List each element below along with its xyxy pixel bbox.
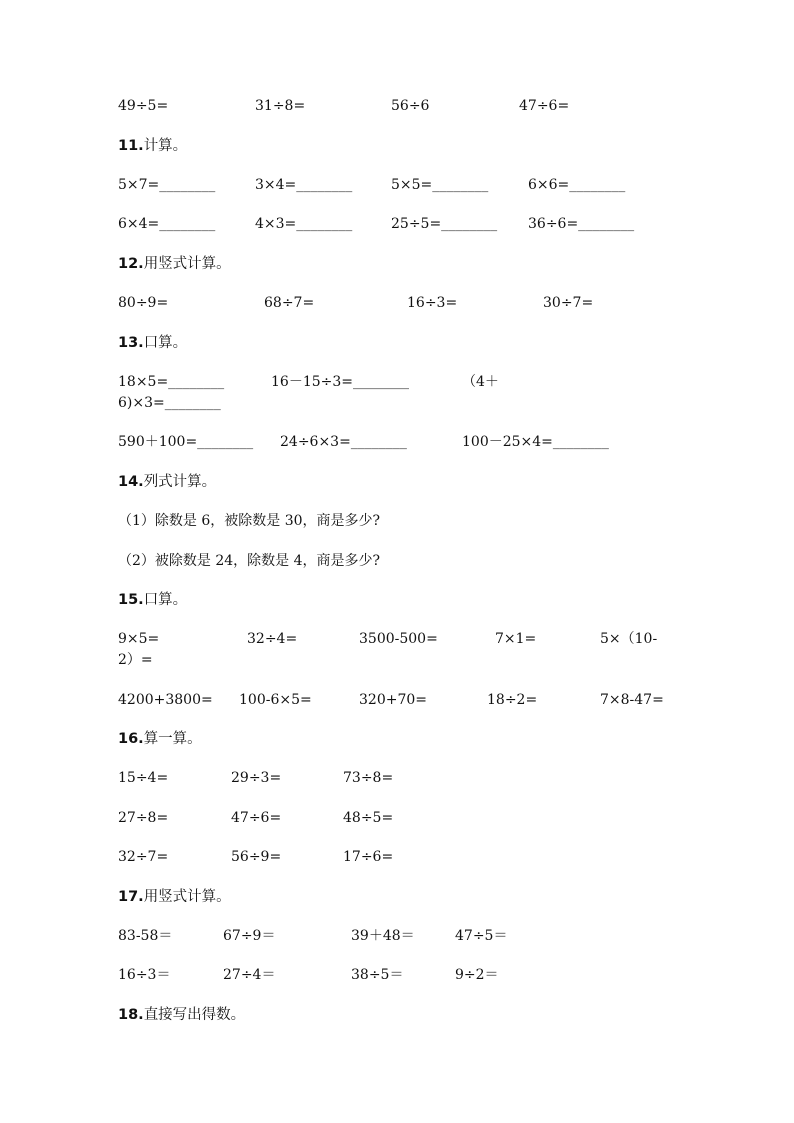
problem-item: 32÷7= — [118, 849, 169, 865]
problem-item: 49÷5= — [118, 98, 169, 114]
problem-item: （4＋ — [462, 374, 499, 390]
problem-item: 27÷8= — [118, 810, 169, 826]
question-text: （2）被除数是 24，除数是 4，商是多少? — [118, 553, 381, 569]
problem-row — [0, 690, 794, 710]
problem-item: 16－15÷3=________ — [271, 374, 409, 390]
section-number: 15. — [118, 592, 144, 608]
problem-item: 15÷4= — [118, 770, 169, 786]
question-text: （1）除数是 6，被除数是 30，商是多少? — [118, 513, 381, 529]
section-title: 口算。 — [143, 335, 188, 351]
problem-item: 56÷9= — [231, 849, 282, 865]
section-number: 14. — [118, 474, 144, 490]
problem-item: 80÷9= — [118, 295, 169, 311]
problem-item: 100－25×4=________ — [462, 434, 609, 450]
section-title: 计算。 — [143, 138, 188, 154]
question-row — [0, 511, 794, 531]
problem-item: 30÷7= — [543, 295, 594, 311]
problem-row — [0, 808, 794, 828]
section-number: 11. — [118, 138, 144, 154]
problem-item: 9×5= — [118, 631, 160, 647]
problem-item: 320+70= — [359, 692, 427, 708]
problem-item: 38÷5＝ — [351, 967, 404, 983]
problem-item: 68÷7= — [264, 295, 315, 311]
section-heading — [118, 333, 187, 353]
problem-row — [0, 629, 794, 649]
problem-item: 3×4=________ — [255, 177, 353, 193]
problem-item: 25÷5=________ — [391, 216, 498, 232]
section-title: 列式计算。 — [143, 474, 217, 490]
problem-item: 7×1= — [495, 631, 537, 647]
section-heading — [118, 254, 231, 274]
section-number: 12. — [118, 256, 144, 272]
problem-row — [0, 926, 794, 946]
problem-item: 4200+3800= — [118, 692, 213, 708]
problem-item: 590＋100=________ — [118, 434, 254, 450]
problem-item: 73÷8= — [343, 770, 394, 786]
section-heading — [118, 1005, 245, 1025]
problem-row — [0, 175, 794, 195]
problem-row-wrap — [0, 650, 794, 670]
problem-item: 31÷8= — [255, 98, 306, 114]
problem-row — [0, 96, 794, 116]
problem-row — [0, 293, 794, 313]
section-number: 16. — [118, 731, 144, 747]
section-title: 直接写出得数。 — [143, 1007, 246, 1023]
problem-item: 83-58＝ — [118, 928, 173, 944]
section-heading — [118, 887, 231, 907]
problem-item: 5×5=________ — [391, 177, 489, 193]
section-title: 用竖式计算。 — [143, 256, 231, 272]
problem-item: 6×6=________ — [528, 177, 626, 193]
problem-item: 67÷9＝ — [223, 928, 276, 944]
section-title: 算一算。 — [143, 731, 202, 747]
section-heading — [118, 472, 216, 492]
problem-item: 3500-500= — [359, 631, 438, 647]
problem-item: 16÷3＝ — [118, 967, 171, 983]
problem-item: 56÷6 — [391, 98, 430, 114]
problem-item: 18÷2= — [487, 692, 538, 708]
problem-item: 17÷6= — [343, 849, 394, 865]
problem-item: 4×3=________ — [255, 216, 353, 232]
question-row — [0, 551, 794, 571]
problem-row — [0, 965, 794, 985]
problem-item: 100-6×5= — [239, 692, 312, 708]
problem-item: 47÷6= — [519, 98, 570, 114]
section-title: 用竖式计算。 — [143, 889, 231, 905]
problem-item: 47÷5＝ — [455, 928, 508, 944]
section-title: 口算。 — [143, 592, 188, 608]
problem-item: 29÷3= — [231, 770, 282, 786]
section-number: 13. — [118, 335, 144, 351]
problem-item: 9÷2＝ — [455, 967, 499, 983]
problem-item: 39＋48＝ — [351, 928, 415, 944]
problem-item: 32÷4= — [247, 631, 298, 647]
problem-item: 27÷4＝ — [223, 967, 276, 983]
problem-item: 24÷6×3=________ — [280, 434, 407, 450]
problem-row — [0, 768, 794, 788]
problem-item: 47÷6= — [231, 810, 282, 826]
problem-row-wrap — [0, 393, 794, 413]
problem-row — [0, 847, 794, 867]
problem-item: 7×8-47= — [600, 692, 664, 708]
section-number: 18. — [118, 1007, 144, 1023]
problem-item: 48÷5= — [343, 810, 394, 826]
section-heading — [118, 590, 187, 610]
problem-item: 16÷3= — [407, 295, 458, 311]
problem-row — [0, 432, 794, 452]
problem-item: 36÷6=________ — [528, 216, 635, 232]
section-number: 17. — [118, 889, 144, 905]
problem-item: 6)×3=________ — [118, 395, 221, 411]
problem-row — [0, 214, 794, 234]
problem-item: 18×5=________ — [118, 374, 225, 390]
section-heading — [118, 136, 187, 156]
problem-row — [0, 372, 794, 392]
problem-item: 5×7=________ — [118, 177, 216, 193]
problem-item: 2）= — [118, 652, 153, 668]
problem-item: 5×（10- — [600, 631, 658, 647]
problem-item: 6×4=________ — [118, 216, 216, 232]
section-heading — [118, 729, 202, 749]
